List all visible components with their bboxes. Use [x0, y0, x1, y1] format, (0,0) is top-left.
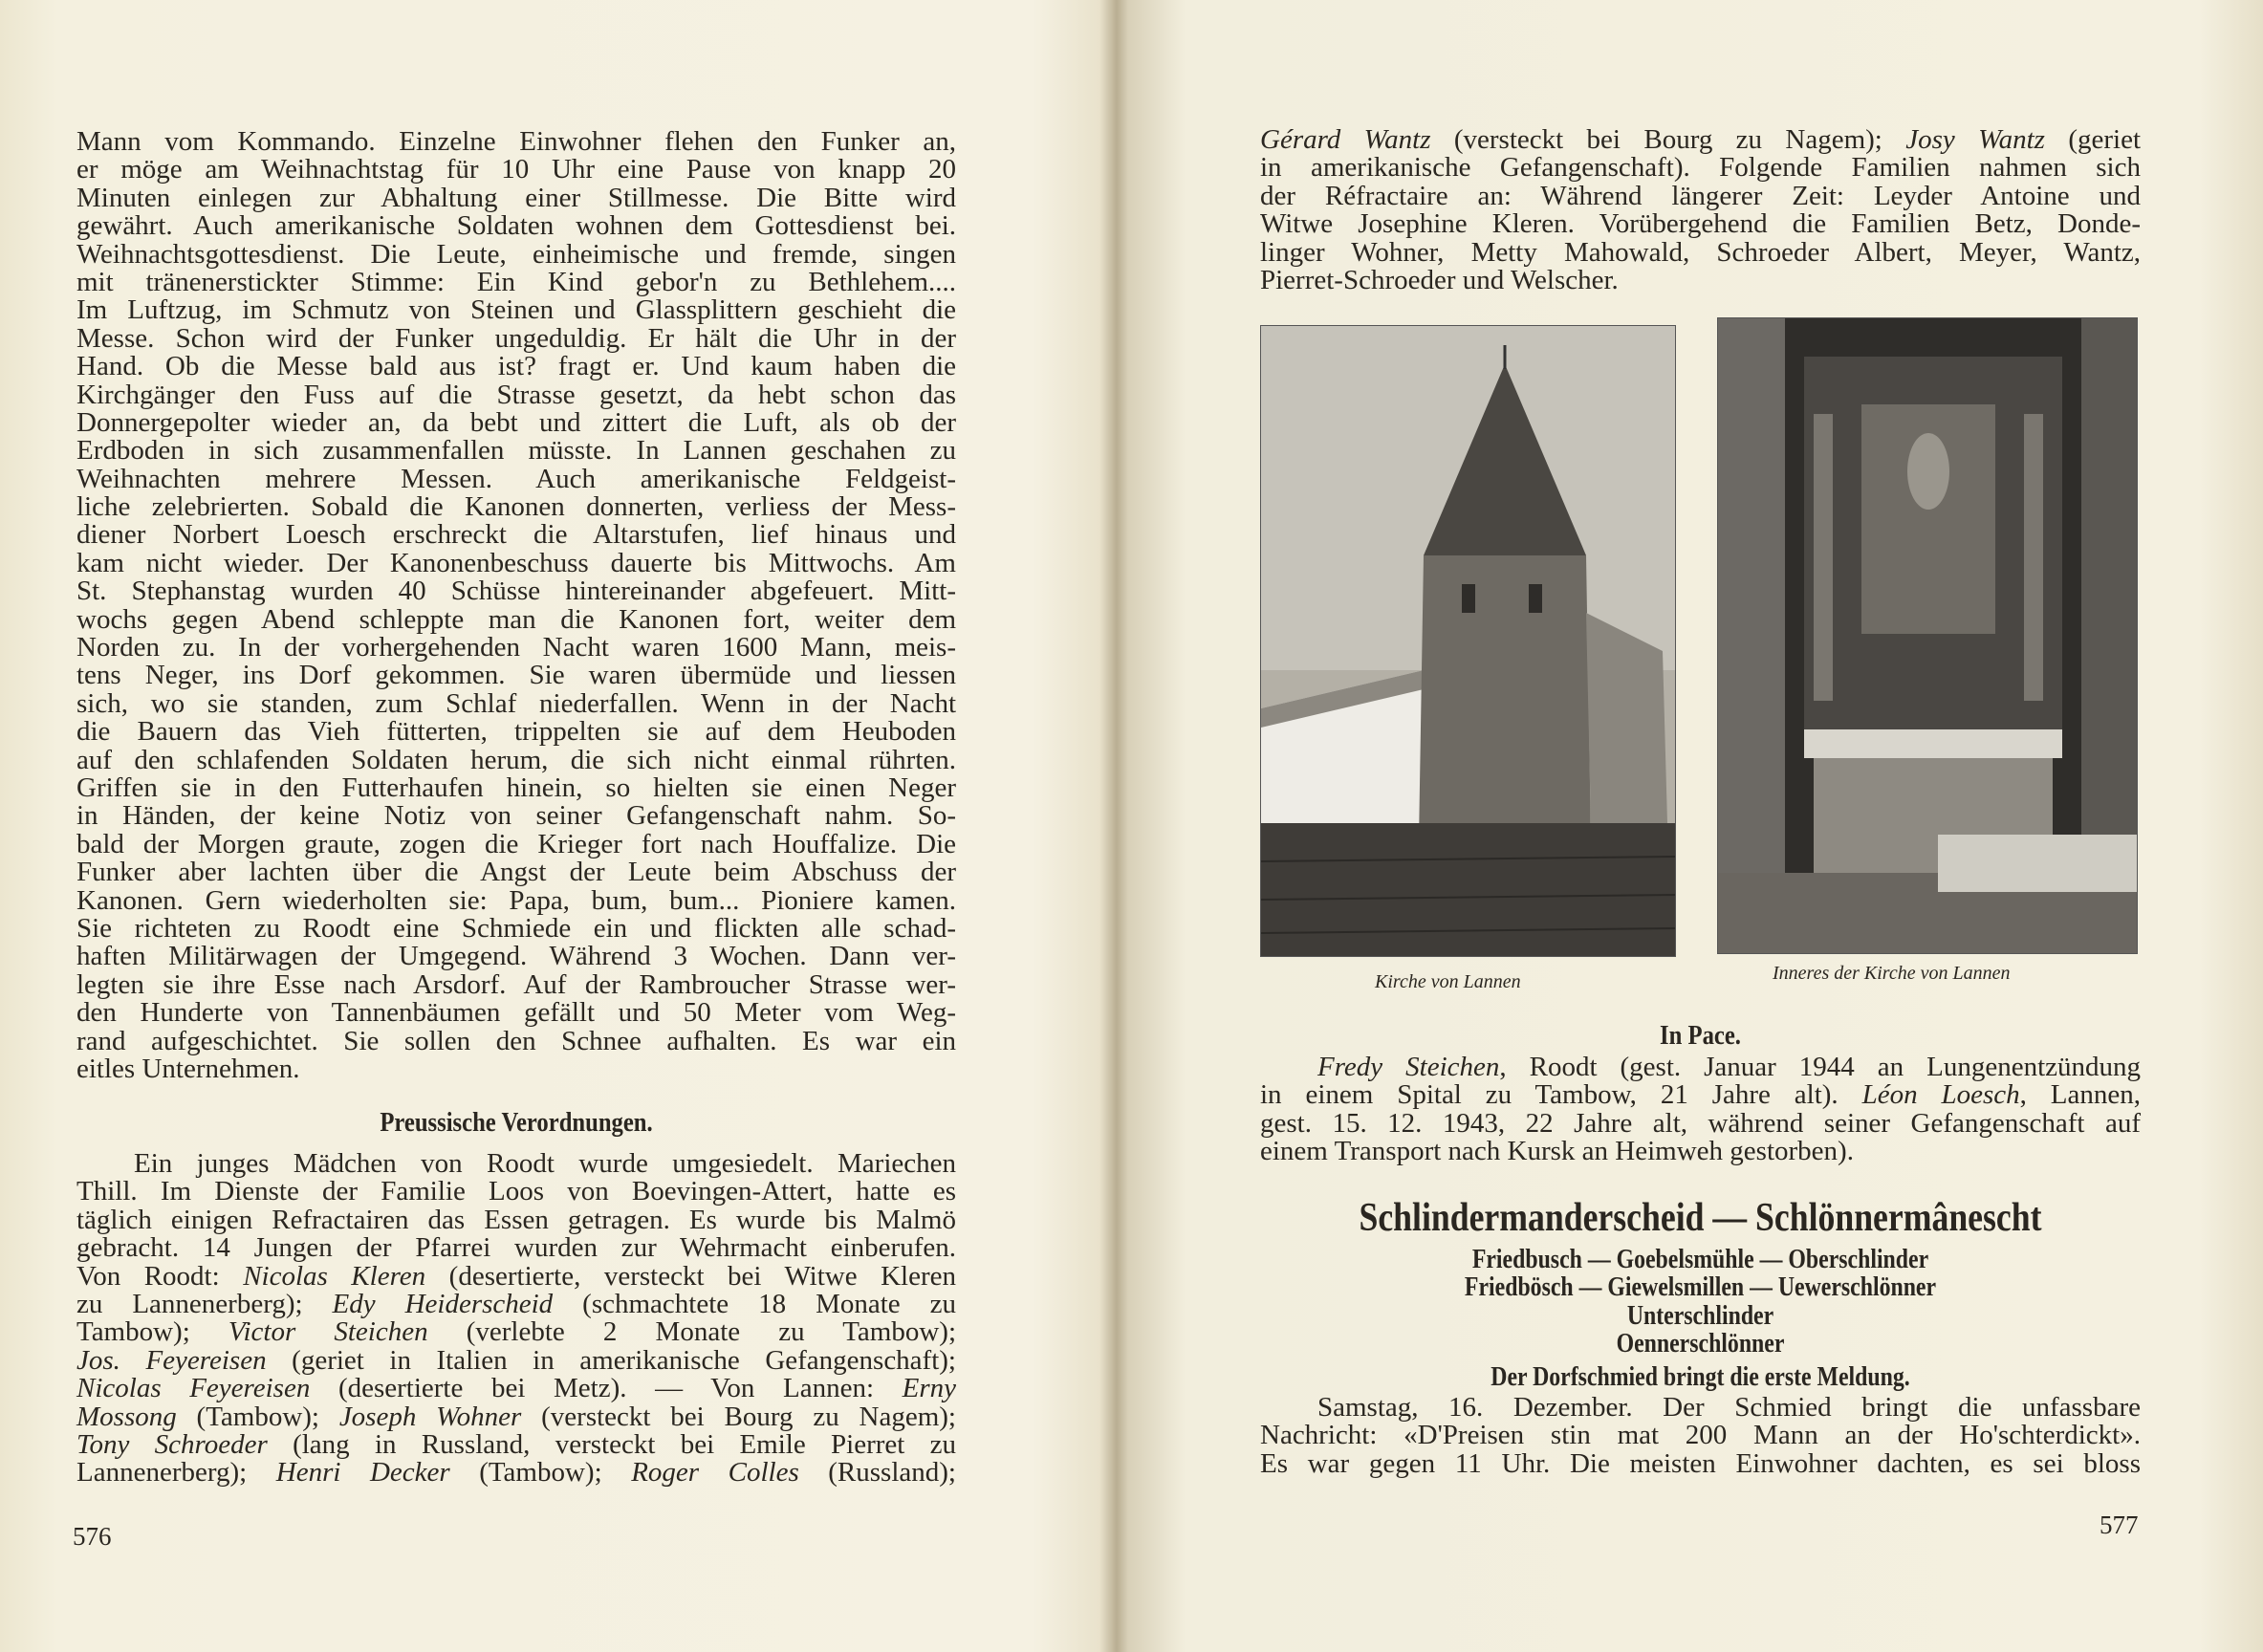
- text-line: [76, 1428, 957, 1460]
- text-segment: linger Wohner, Metty Mahowald, Schroeder Albert, Meyer, Wantz,: [1260, 236, 2141, 268]
- photo-caption-church-exterior: Kirche von Lannen: [1375, 971, 1521, 992]
- text-line: Donnergepolter wieder an, da bebt und zittert die Luft, als ob der: [76, 406, 956, 438]
- italic-name: Edy Heiderscheid: [332, 1288, 554, 1319]
- text-segment: täglich einigen Refractairen das Essen getragen. Es wurde bis Malmö: [76, 1204, 956, 1235]
- text-line: [1260, 1447, 2141, 1479]
- chapter-subtitle-2: Friedbösch — Giewelsmillen — Uewerschlönner: [1464, 1272, 1937, 1302]
- text-segment: in amerikanische Gefangenschaft). Folgende Familien nahmen sich: [1260, 152, 2141, 184]
- text-line: den Hunderte von Tannenbäumen gefällt und 50 Meter vom Weg-: [76, 997, 956, 1029]
- text-segment: gebracht. 14 Jungen der Pfarrei wurden zur Wehrmacht einberufen.: [76, 1232, 956, 1264]
- italic-name: Léon Loesch: [1861, 1079, 2020, 1111]
- text-segment: gest. 15. 12. 1943, 22 Jahre alt, während seiner Gefangenschaft auf: [1260, 1107, 2141, 1139]
- text-line: auf den schlafenden Soldaten herum, die sich nicht einmal rührten.: [76, 744, 956, 775]
- text-segment: (versteckt bei Bourg zu Nagem);: [521, 1401, 956, 1432]
- text-segment: Tambow);: [76, 1316, 228, 1348]
- text-line: haften Militärwagen der Umgegend. Während 3 Wochen. Dann ver-: [76, 941, 956, 972]
- text-segment: (Tambow);: [449, 1457, 632, 1489]
- italic-name: Erny: [902, 1373, 956, 1404]
- italic-name: Gérard Wantz: [1260, 124, 1431, 155]
- text-line: tens Neger, ins Dorf gekommen. Sie waren übermüde und liessen: [76, 660, 956, 691]
- chapter-subtitle-3: Unterschlinder: [1626, 1301, 1774, 1331]
- right-paragraph-1: [1260, 126, 2141, 294]
- text-segment: einem Transport nach Kursk an Heimweh gestorben).: [1260, 1136, 1854, 1167]
- text-segment: Es war gegen 11 Uhr. Die meisten Einwohner dachten, es sei bloss: [1260, 1447, 2141, 1479]
- text-segment: (Russland);: [798, 1457, 956, 1489]
- text-segment: Lannenerberg);: [76, 1457, 276, 1489]
- text-line: [76, 1403, 956, 1431]
- text-line: Kanonen. Gern wiederholten sie: Papa, bum, bum... Pioniere kamen.: [76, 884, 956, 916]
- text-line: [1260, 1138, 2141, 1165]
- text-line: Weihnachtsgottesdienst. Die Leute, einheimische und fremde, singen: [76, 238, 956, 270]
- text-line: eitles Unternehmen.: [76, 1053, 300, 1084]
- text-segment: in einem Spital zu Tambow, 21 Jahre alt).: [1260, 1079, 1862, 1111]
- page-number-left: 576: [73, 1522, 112, 1551]
- text-line: [1260, 1054, 2141, 1081]
- left-paragraph-1: [76, 128, 956, 1083]
- page-number-right: 577: [2100, 1511, 2139, 1539]
- italic-name: Jos. Feyereisen: [76, 1344, 267, 1376]
- text-line: Erdboden in sich zusammenfallen müsste. In Lannen geschahen zu: [76, 435, 956, 467]
- chapter-subtitle-1: Friedbusch — Goebelsmühle — Oberschlinder: [1471, 1245, 1929, 1274]
- text-line: mit tränenerstickter Stimme: Ein Kind gebor'n zu Bethlehem....: [76, 266, 956, 297]
- italic-name: Fredy Steichen: [1317, 1052, 1500, 1082]
- text-segment: Pierret-Schroeder und Welscher.: [1260, 264, 1619, 295]
- text-line: Minuten einlegen zur Abhaltung einer Stillmesse. Die Bitte wird: [76, 182, 956, 213]
- italic-name: Victor Steichen: [228, 1316, 428, 1348]
- italic-name: Joseph Wohner: [338, 1401, 522, 1432]
- text-line: [1260, 1081, 2141, 1109]
- text-line: diener Norbert Loesch erschreckt die Altarstufen, lief hinaus und: [76, 519, 956, 551]
- text-line: [1260, 180, 2141, 211]
- text-line: Hand. Ob die Messe bald aus ist? fragt er. Und kaum haben die: [76, 351, 956, 382]
- text-segment: Von Roodt:: [76, 1260, 244, 1292]
- text-segment: zu Lannenerberg);: [76, 1288, 333, 1319]
- text-segment: , Lannen,: [2019, 1079, 2141, 1111]
- text-line: [1260, 264, 2141, 295]
- text-segment: der Réfractaire an: Während längerer Zeit: Leyder Antoine und: [1260, 180, 2141, 211]
- italic-name: Mossong: [76, 1401, 177, 1432]
- text-line: bald der Morgen graute, zogen die Krieger fort nach Houffalize. Die: [76, 828, 956, 859]
- text-line: gewährt. Auch amerikanische Soldaten wohnen dem Gottesdienst bei.: [76, 210, 956, 242]
- text-line: [76, 1206, 956, 1234]
- text-segment: (geriet in Italien in amerikanische Gefangenschaft);: [266, 1344, 956, 1376]
- chapter-title: Schlindermanderscheid — Schlönnermânescht: [1359, 1196, 2042, 1240]
- text-line: Norden zu. In der vorhergehenden Nacht waren 1600 Mann, meis-: [76, 632, 956, 663]
- text-segment: Witwe Josephine Kleren. Vorübergehend die Familien Betz, Donde-: [1260, 208, 2141, 240]
- section-heading-preussische-verordnungen: Preussische Verordnungen.: [380, 1107, 653, 1138]
- photo-church-exterior: [1260, 325, 1676, 957]
- text-segment: (desertierte bei Metz). — Von Lannen:: [310, 1373, 903, 1404]
- text-segment: (versteckt bei Bourg zu Nagem);: [1430, 124, 1906, 155]
- text-segment: (Tambow);: [176, 1401, 339, 1432]
- text-line: legten sie ihre Esse nach Arsdorf. Auf der Rambroucher Strasse wer-: [76, 968, 956, 1000]
- text-line: Griffen sie in den Futterhaufen hinein, so hielten sie einen Neger: [76, 772, 956, 803]
- text-line: [1260, 236, 2141, 268]
- text-segment: Ein junges Mädchen von Roodt wurde umgesiedelt. Mariechen: [134, 1148, 956, 1179]
- italic-name: Nicolas Feyereisen: [76, 1373, 311, 1404]
- text-segment: Thill. Im Dienste der Familie Loos von Boevingen-Attert, hatte es: [76, 1176, 956, 1207]
- italic-name: Roger Colles: [631, 1457, 799, 1489]
- text-line: [1260, 1422, 2141, 1449]
- text-segment: Nachricht: «D'Preisen stin mat 200 Mann an der Ho'schterdickt».: [1260, 1420, 2141, 1451]
- text-line: Kirchgänger den Fuss auf die Strasse gesetzt, da hebt schon das: [76, 379, 956, 410]
- text-line: Funker aber lachten über die Angst der Leute beim Abschuss der: [76, 857, 956, 888]
- chapter-subtitle-4: Oennerschlönner: [1616, 1329, 1785, 1359]
- text-line: Im Luftzug, im Schmutz von Steinen und Glassplittern geschieht die: [76, 294, 956, 326]
- italic-name: Henri Decker: [275, 1457, 450, 1489]
- text-line: in Händen, der keine Notiz von seiner Gefangenschaft nahm. So-: [76, 800, 956, 832]
- text-line: wochs gegen Abend schleppte man die Kanonen fort, weiter dem: [76, 603, 956, 635]
- text-line: rand aufgeschichtet. Sie sollen den Schnee aufhalten. Es war ein: [76, 1025, 956, 1056]
- text-line: [76, 1288, 956, 1319]
- text-line: [1260, 1107, 2141, 1139]
- text-segment: (lang in Russland, versteckt bei Emile Pierret zu: [267, 1428, 957, 1460]
- text-segment: Samstag, 16. Dezember. Der Schmied bringt die unfassbare: [1317, 1392, 2141, 1423]
- text-line: [1260, 126, 2141, 154]
- text-line: er möge am Weihnachtstag für 10 Uhr eine Pause von knapp 20: [76, 154, 956, 185]
- text-line: [1260, 154, 2141, 182]
- text-line: sich, wo sie standen, zum Schlaf niederfallen. Wenn in der Nacht: [76, 687, 956, 719]
- section-heading-in-pace: In Pace.: [1660, 1020, 1741, 1051]
- text-line: [76, 1260, 957, 1292]
- text-line: [1260, 1394, 2141, 1422]
- text-line: [76, 1375, 956, 1402]
- text-line: [76, 1344, 956, 1376]
- text-segment: (verlebte 2 Monate zu Tambow);: [427, 1316, 956, 1348]
- text-line: kam nicht wieder. Der Kanonenbeschuss dauerte bis Mittwochs. Am: [76, 547, 956, 578]
- italic-name: Josy Wantz: [1905, 124, 2045, 155]
- text-segment: , Roodt (gest. Januar 1944 an Lungenentzündung: [1499, 1052, 2141, 1082]
- text-line: St. Stephanstag wurden 40 Schüsse hintereinander abgefeuert. Mitt-: [76, 576, 956, 607]
- text-line: die Bauern das Vieh fütterten, trippelten sie auf dem Heuboden: [76, 716, 956, 748]
- subsection-heading-dorfschmied: Der Dorfschmied bringt die erste Meldung.: [1491, 1362, 1910, 1392]
- text-segment: (geriet: [2044, 124, 2141, 155]
- text-line: [76, 1178, 956, 1206]
- text-line: [76, 1318, 956, 1346]
- text-line: liche zelebrierten. Sobald die Kanonen donnerten, verliess der Mess-: [76, 491, 956, 523]
- text-line: Sie richteten zu Roodt eine Schmiede ein und flickten alle schad-: [76, 912, 956, 944]
- italic-name: Tony Schroeder: [76, 1428, 268, 1460]
- photo-church-interior: [1717, 317, 2138, 954]
- text-line: Weihnachten mehrere Messen. Auch amerikanische Feldgeist-: [76, 463, 956, 494]
- text-segment: (desertierte, versteckt bei Witwe Kleren: [425, 1260, 957, 1292]
- left-paragraph-2: [76, 1150, 956, 1488]
- right-paragraph-3: [1260, 1394, 2141, 1478]
- text-line: Messe. Schon wird der Funker ungeduldig. Er hält die Uhr in der: [76, 322, 956, 354]
- text-line: [76, 1234, 956, 1262]
- photo-caption-church-interior: Inneres der Kirche von Lannen: [1773, 963, 2011, 984]
- text-line: Mann vom Kommando. Einzelne Einwohner flehen den Funker an,: [76, 126, 956, 157]
- text-line: [1260, 210, 2141, 238]
- text-line: [76, 1150, 956, 1178]
- text-line: [76, 1459, 956, 1487]
- text-segment: (schmachtete 18 Monate zu: [553, 1288, 956, 1319]
- right-paragraph-2: [1260, 1054, 2141, 1166]
- italic-name: Nicolas Kleren: [243, 1260, 426, 1292]
